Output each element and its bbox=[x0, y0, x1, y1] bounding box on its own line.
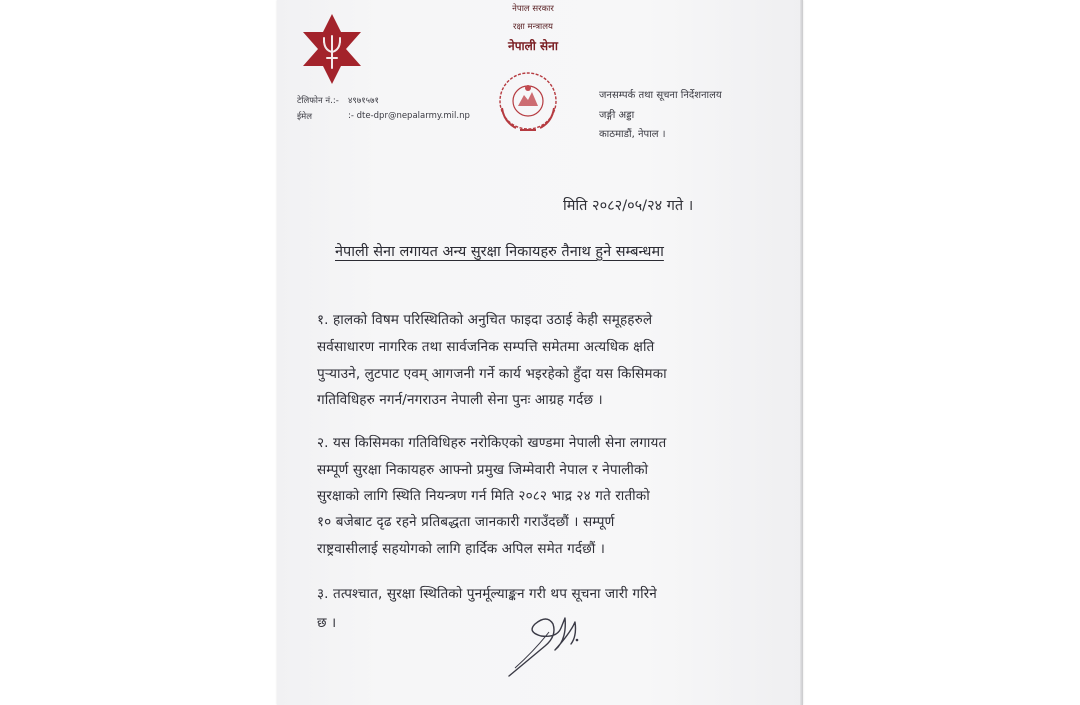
paragraph-line: ३. तत्पश्चात, सुरक्षा स्थितिको पुनर्मूल्याङ्कन गरी थप सूचना जारी गरिने bbox=[317, 586, 657, 602]
directorate-city: काठमाडौं, नेपाल । bbox=[599, 129, 666, 140]
paragraph-line: १. हालको विषम परिस्थितिको अनुचित फाइदा उठाई केही समूहहरुले bbox=[317, 312, 653, 328]
paragraph-line: पुऱ्याउने, लुटपाट एवम् आगजनी गर्ने कार्य भइरहेको हुँदा यस किसिमका bbox=[317, 366, 667, 382]
directorate-place: जङ्गी अड्डा bbox=[599, 110, 635, 121]
phone-value: ४९७१५७१ bbox=[348, 96, 379, 106]
paragraph-line: सुरक्षाको लागि स्थिति नियन्त्रण गर्न मिति २०८२ भाद्र २४ गते रातीको bbox=[317, 488, 650, 504]
phone-label: टेलिफोन नं.:- bbox=[297, 96, 339, 106]
paragraph-line: १० बजेबाट दृढ रहने प्रतिबद्धता जानकारी गराउँदछौं । सम्पूर्ण bbox=[317, 514, 615, 530]
government-name: नेपाल सरकार bbox=[512, 4, 554, 14]
signature-icon bbox=[505, 588, 585, 683]
paragraph-line: राष्ट्रवासीलाई सहयोगको लागि हार्दिक अपिल समेत गर्दछौं । bbox=[317, 541, 606, 557]
directorate-seal-icon bbox=[488, 68, 568, 138]
letter-paper bbox=[277, 0, 803, 705]
organization-name: नेपाली सेना bbox=[508, 39, 558, 53]
email-label: ईमेल bbox=[297, 112, 313, 122]
paragraph-line: सर्वसाधारण नागरिक तथा सार्वजनिक सम्पत्ति समेतमा अत्यधिक क्षति bbox=[317, 339, 655, 355]
paragraph-line: गतिविधिहरु नगर्न/नगराउन नेपाली सेना पुनः आग्रह गर्दछ । bbox=[317, 392, 603, 408]
letter-date: मिति २०८२/०५/२४ गते । bbox=[563, 198, 694, 214]
email-value: :- dte-dpr@nepalarmy.mil.np bbox=[348, 111, 470, 121]
paragraph-line: छ । bbox=[317, 615, 337, 631]
directorate-name: जनसम्पर्क तथा सूचना निर्देशनालय bbox=[599, 90, 722, 101]
ministry-name: रक्षा मन्त्रालय bbox=[513, 22, 553, 32]
paper-edge bbox=[800, 0, 803, 705]
letter-subject: नेपाली सेना लगायत अन्य सुरक्षा निकायहरु तैनाथ हुने सम्बन्धमा bbox=[335, 244, 664, 260]
army-emblem-icon bbox=[299, 12, 365, 86]
paragraph-line: सम्पूर्ण सुरक्षा निकायहरु आफ्नो प्रमुख जिम्मेवारी नेपाल र नेपालीको bbox=[317, 462, 649, 478]
paragraph-line: २. यस किसिमका गतिविधिहरु नरोकिएको खण्डमा नेपाली सेना लगायत bbox=[317, 435, 667, 451]
